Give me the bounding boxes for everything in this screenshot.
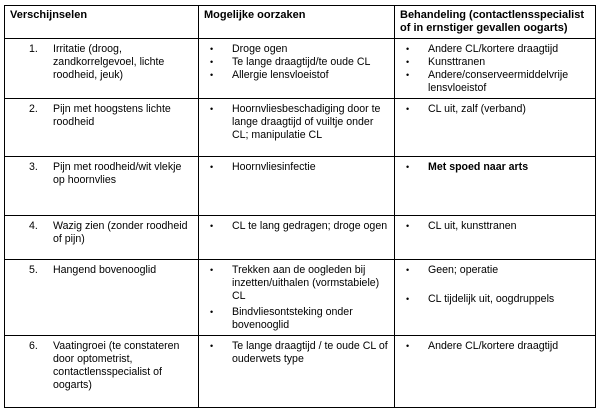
list-item: • Kunsttranen — [400, 56, 590, 69]
symptom-text: Hangend bovenooglid — [53, 264, 157, 276]
symptom-text: Pijn met roodheid/wit vlekje op hoornvlies — [53, 161, 182, 186]
symptom-text: Pijn met hoogstens lichte roodheid — [53, 103, 171, 128]
list-item: • CL uit, zalf (verband) — [400, 101, 590, 116]
list-item: • Te lange draagtijd/te oude CL — [204, 56, 389, 69]
row-number: 1. — [29, 43, 38, 55]
table-row — [5, 157, 596, 216]
bullet-icon: • — [406, 57, 410, 67]
bullet-icon: • — [406, 221, 410, 231]
list-item: • Hoornvliesinfectie — [204, 159, 389, 174]
bullet-icon: • — [406, 341, 410, 351]
bullet-icon: • — [406, 70, 410, 80]
list-item: • Droge ogen — [204, 41, 389, 56]
table-header-row — [5, 6, 596, 39]
row-number: 6. — [29, 340, 38, 352]
header-treatment: Behandeling (contactlensspecialist of in ernstiger gevallen oogarts) — [395, 6, 596, 39]
row-number: 4. — [29, 220, 38, 232]
bullet-icon: • — [210, 57, 214, 67]
symptom-cell — [5, 39, 199, 99]
symptom-cell — [5, 336, 199, 408]
symptoms-table — [4, 5, 596, 408]
symptom-cell — [5, 157, 199, 216]
list-item: • Andere/conserveermiddelvrije lensvloeistof — [400, 69, 590, 95]
bullet-icon: • — [406, 265, 410, 275]
list-item: • Met spoed naar arts — [400, 159, 590, 174]
treatment-cell — [395, 260, 596, 336]
bullet-icon: • — [210, 44, 214, 54]
table-row — [5, 336, 596, 408]
symptom-text: Irritatie (droog, zandkorrelgevoel, lichte roodheid, jeuk) — [53, 43, 165, 81]
symptom-cell — [5, 260, 199, 336]
bullet-icon: • — [210, 265, 214, 275]
causes-cell — [199, 260, 395, 336]
list-item: • Andere CL/kortere draagtijd — [400, 41, 590, 56]
row-number: 5. — [29, 264, 38, 276]
bullet-icon: • — [406, 104, 410, 114]
bullet-icon: • — [406, 162, 410, 172]
list-item: • Bindvliesontsteking onder bovenooglid — [204, 303, 389, 332]
bullet-icon: • — [406, 294, 410, 304]
list-item: • Allergie lensvloeistof — [204, 69, 389, 82]
bullet-icon: • — [210, 341, 214, 351]
bullet-icon: • — [210, 307, 214, 317]
row-number: 2. — [29, 103, 38, 115]
table-row — [5, 216, 596, 260]
symptom-cell — [5, 99, 199, 157]
causes-cell — [199, 157, 395, 216]
list-item: • Geen; operatie — [400, 262, 590, 277]
bullet-icon: • — [210, 221, 214, 231]
header-causes: Mogelijke oorzaken — [199, 6, 395, 39]
causes-cell — [199, 216, 395, 260]
treatment-cell — [395, 216, 596, 260]
list-item: • CL uit, kunsttranen — [400, 218, 590, 233]
treatment-cell — [395, 99, 596, 157]
table-row — [5, 99, 596, 157]
symptom-cell — [5, 216, 199, 260]
list-item: • CL tijdelijk uit, oogdruppels — [400, 277, 590, 306]
list-item: • Andere CL/kortere draagtijd — [400, 338, 590, 353]
treatment-cell — [395, 39, 596, 99]
causes-cell — [199, 39, 395, 99]
row-number: 3. — [29, 161, 38, 173]
treatment-cell — [395, 157, 596, 216]
document-table-wrapper — [4, 5, 595, 408]
treatment-cell — [395, 336, 596, 408]
list-item: • CL te lang gedragen; droge ogen — [204, 218, 389, 233]
table-row — [5, 39, 596, 99]
list-item: • Trekken aan de oogleden bij inzetten/uithalen (vormstabiele) CL — [204, 262, 389, 303]
causes-cell — [199, 336, 395, 408]
causes-cell — [199, 99, 395, 157]
list-item: • Hoornvliesbeschadiging door te lange draagtijd of vuiltje onder CL; manipulatie CL — [204, 101, 389, 142]
bullet-icon: • — [210, 162, 214, 172]
bullet-icon: • — [406, 44, 410, 54]
bullet-icon: • — [210, 70, 214, 80]
symptom-text: Wazig zien (zonder roodheid of pijn) — [53, 220, 188, 245]
header-symptoms: Verschijnselen — [5, 6, 199, 39]
list-item: • Te lange draagtijd / te oude CL of ouderwets type — [204, 338, 389, 366]
bullet-icon: • — [210, 104, 214, 114]
symptom-text: Vaatingroei (te constateren door optometrist, contactlensspecialist of oogarts) — [53, 340, 180, 391]
table-row — [5, 260, 596, 336]
